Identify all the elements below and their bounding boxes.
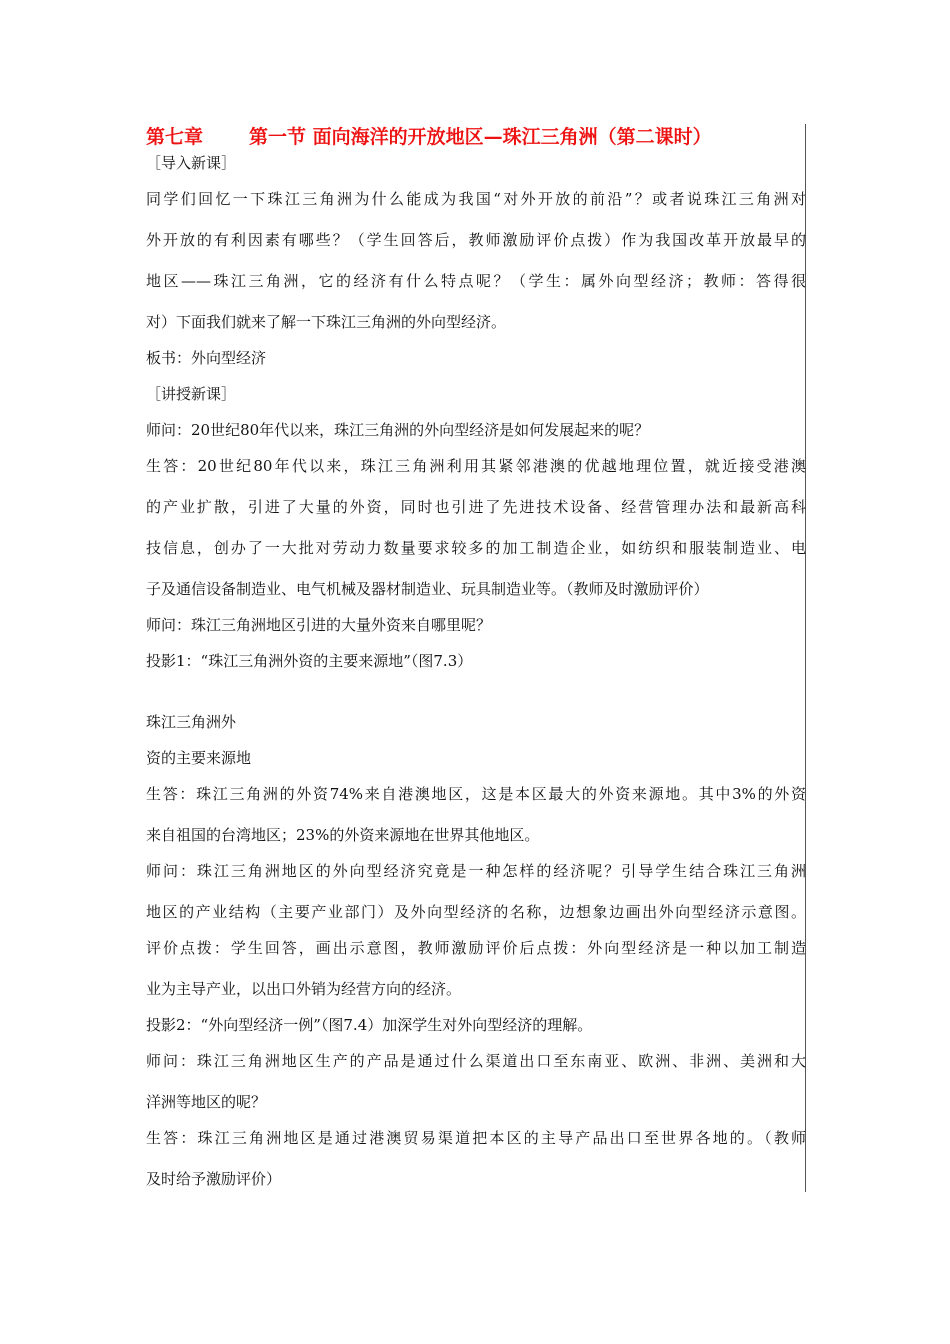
paragraph-line: 子及通信设备制造业、电气机械及器材制造业、玩具制造业等。（教师及时激励评价） — [146, 580, 709, 598]
paragraph-line: 及时给予激励评价） — [146, 1170, 282, 1188]
document-title — [146, 124, 826, 150]
teacher-question: 师问：珠江三角洲地区生产的产品是通过什么渠道出口至东南亚、欧洲、非洲、美洲和大 — [146, 1052, 806, 1070]
teacher-question: 师问：珠江三角洲地区引进的大量外资来自哪里呢？ — [146, 616, 492, 634]
projection-note: 投影2：“外向型经济一例”（图7.4）加深学生对外向型经济的理解。 — [146, 1016, 593, 1034]
board-note: 板书：外向型经济 — [146, 349, 267, 367]
paragraph-line: 对）下面我们就来了解一下珠江三角洲的外向型经济。 — [146, 313, 507, 331]
heading-intro: ［导入新课］ — [146, 154, 237, 172]
paragraph-line: 来自祖国的台湾地区；23%的外资来源地在世界其他地区。 — [146, 826, 540, 844]
evaluation-note: 评价点拨：学生回答，画出示意图，教师激励评价后点拨：外向型经济是一种以加工制造 — [146, 939, 806, 957]
paragraph-line: 技信息，创办了一大批对劳动力数量要求较多的加工制造企业，如纺织和服装制造业、电 — [146, 539, 806, 557]
paragraph-line: 洋洲等地区的呢？ — [146, 1093, 267, 1111]
teacher-question: 师问：珠江三角洲地区的外向型经济究竟是一种怎样的经济呢？引导学生结合珠江三角洲 — [146, 862, 806, 880]
paragraph-line: 地区——珠江三角洲，它的经济有什么特点呢？（学生：属外向型经济；教师：答得很 — [146, 272, 806, 290]
paragraph-line: 的产业扩散，引进了大量的外资，同时也引进了先进技术设备、经营管理办法和最新高科 — [146, 498, 806, 516]
paragraph-line: 业为主导产业，以出口外销为经营方向的经济。 — [146, 980, 462, 998]
section-title: 第一节 面向海洋的开放地区—珠江三角洲（第二课时） — [249, 126, 712, 148]
paragraph-line: 同学们回忆一下珠江三角洲为什么能成为我国“对外开放的前沿”？或者说珠江三角洲对 — [146, 190, 806, 208]
paragraph-line: 地区的产业结构（主要产业部门）及外向型经济的名称，边想象边画出外向型经济示意图。 — [146, 903, 806, 921]
student-answer: 生答：20世纪80年代以来，珠江三角洲利用其紧邻港澳的优越地理位置，就近接受港澳 — [146, 457, 806, 475]
heading-new-lesson: ［讲授新课］ — [146, 385, 237, 403]
student-answer: 生答：珠江三角洲地区是通过港澳贸易渠道把本区的主导产品出口至世界各地的。（教师 — [146, 1129, 806, 1147]
projection-note: 投影1：“珠江三角洲外资的主要来源地”（图7.3） — [146, 652, 473, 670]
teacher-question: 师问：20世纪80年代以来，珠江三角洲的外向型经济是如何发展起来的呢？ — [146, 421, 650, 439]
paragraph-line: 外开放的有利因素有哪些？（学生回答后，教师激励评价点拨）作为我国改革开放最早的 — [146, 231, 806, 249]
student-answer: 生答：珠江三角洲的外资74%来自港澳地区，这是本区最大的外资来源地。其中3%的外资 — [146, 785, 806, 803]
figure-caption-line: 珠江三角洲外 — [146, 713, 237, 731]
figure-caption-line: 资的主要来源地 — [146, 749, 252, 767]
chapter-label: 第七章 — [146, 126, 204, 148]
